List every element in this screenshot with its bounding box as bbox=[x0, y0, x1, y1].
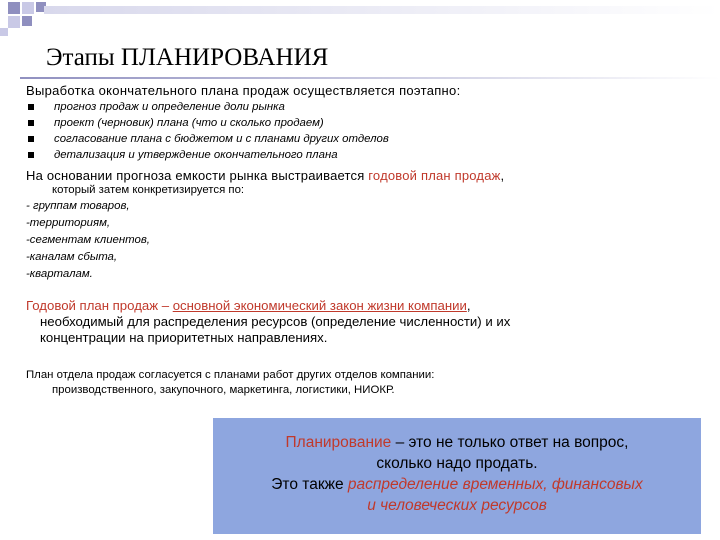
annual-plan-highlight: годовой план продаж bbox=[368, 168, 501, 183]
planning-highlight: Планирование bbox=[285, 434, 392, 451]
forecast-paragraph bbox=[26, 167, 504, 184]
list-item-text: детализация и утверждение окончательного плана bbox=[54, 149, 338, 161]
list-item: -территориям, bbox=[26, 217, 111, 229]
list-item: -сегментам клиентов, bbox=[26, 234, 150, 246]
callout-line4: и человеческих ресурсов bbox=[367, 497, 547, 514]
callout-line2: сколько надо продать. bbox=[376, 455, 538, 472]
callout-line3 bbox=[213, 474, 701, 495]
list-item bbox=[26, 99, 389, 115]
callout-text: – это не только ответ на вопрос, bbox=[391, 434, 629, 451]
paragraph-punct: , bbox=[466, 298, 471, 313]
annual-plan-line3: концентрации на приоритетных направлениях. bbox=[40, 330, 328, 345]
header-bar bbox=[44, 6, 720, 14]
annual-plan-label: Годовой план продаж – bbox=[26, 298, 173, 313]
planning-callout bbox=[213, 418, 701, 534]
detail-list bbox=[26, 198, 150, 283]
list-item bbox=[26, 115, 389, 131]
economic-law-highlight: основной экономический закон жизни компании bbox=[172, 298, 467, 313]
list-item bbox=[26, 131, 389, 147]
square-bullet-icon bbox=[28, 152, 34, 158]
list-item-text: проект (черновик) плана (что и сколько продаем) bbox=[54, 117, 324, 129]
forecast-text-end: , bbox=[500, 168, 505, 183]
intro-text: Выработка окончательного плана продаж осуществляется поэтапно: bbox=[26, 83, 461, 98]
list-item: -каналам сбыта, bbox=[26, 251, 118, 263]
resources-highlight: распределение временных, финансовых bbox=[347, 476, 643, 493]
annual-plan-paragraph bbox=[26, 298, 686, 346]
forecast-continuation: который затем конкретизируется по: bbox=[52, 184, 245, 196]
list-item-text: прогноз продаж и определение доли рынка bbox=[54, 101, 285, 113]
square-bullet-icon bbox=[28, 136, 34, 142]
callout-text: Это также bbox=[271, 476, 348, 493]
title-divider bbox=[20, 77, 720, 79]
list-item bbox=[26, 147, 389, 163]
list-item: -кварталам. bbox=[26, 268, 93, 280]
annual-plan-line2: необходимый для распределения ресурсов (определение численности) и их bbox=[40, 314, 511, 329]
coordination-line2: производственного, закупочного, маркетинга, логистики, НИОКР. bbox=[52, 384, 395, 396]
list-item-text: согласование плана с бюджетом и с планами других отделов bbox=[54, 133, 389, 145]
list-item: - группам товаров, bbox=[26, 200, 130, 212]
square-bullet-icon bbox=[28, 104, 34, 110]
page-title: Этапы ПЛАНИРОВАНИЯ bbox=[46, 44, 329, 71]
callout-line1 bbox=[213, 432, 701, 453]
forecast-text: На основании прогноза емкости рынка выстраивается bbox=[26, 168, 369, 183]
stages-list bbox=[26, 99, 389, 163]
coordination-paragraph bbox=[26, 368, 434, 398]
square-bullet-icon bbox=[28, 120, 34, 126]
coordination-line1: План отдела продаж согласуется с планами работ других отделов компании: bbox=[26, 369, 435, 381]
